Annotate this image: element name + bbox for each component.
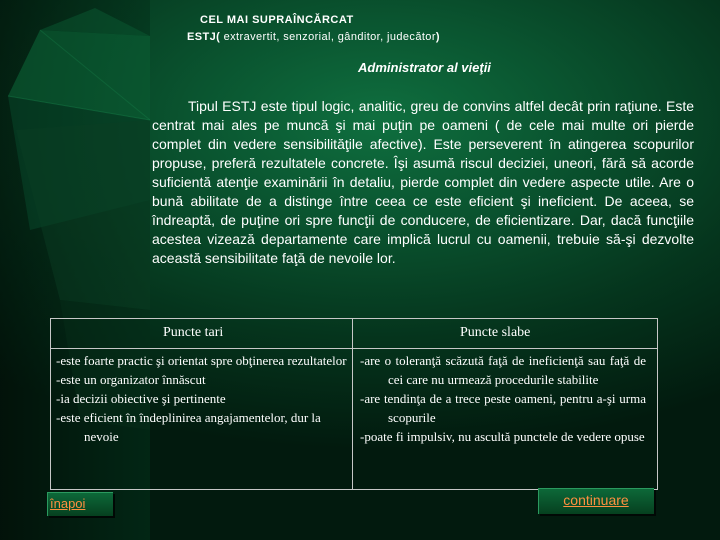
table-header-divider bbox=[51, 348, 657, 349]
back-button[interactable]: înapoi bbox=[47, 492, 113, 516]
strength-item: -este un organizator înnăscut bbox=[56, 372, 206, 387]
strengths-weaknesses-table bbox=[50, 318, 658, 490]
strength-item: -ia decizii obiective şi pertinente bbox=[56, 391, 226, 406]
weaknesses-list bbox=[360, 351, 646, 446]
subheading-traits: extravertit, senzorial, gânditor, judecător bbox=[220, 31, 436, 43]
strengths-header: Puncte tari bbox=[163, 325, 224, 340]
slide-heading: CEL MAI SUPRAÎNCĂRCAT bbox=[200, 14, 354, 26]
weakness-item: -poate fi impulsiv, nu ascultă punctele de vedere opuse bbox=[360, 429, 645, 444]
weakness-item: -are tendinţa de a trece peste oameni, pentru a-şi urma scopurile bbox=[360, 391, 646, 425]
subheading-close: ) bbox=[435, 31, 440, 43]
continue-button[interactable]: continuare bbox=[538, 488, 654, 514]
weakness-item: -are o toleranţă scăzută faţă de ineficienţă sau faţă de cei care nu urmează procedurile stabilite bbox=[360, 353, 646, 387]
slide-subheading bbox=[187, 31, 440, 43]
description-paragraph: Tipul ESTJ este tipul logic, analitic, greu de convins altfel decât prin raţiune. Este centrat mai ales pe muncă şi mai puţin pe oameni ( de cele mai multe ori pierde complet din vedere sensibilităţile afective). Este perseverent în atingerea scopurilor propuse, preferă rezultatele concrete. Îşi asumă riscul deciziei, uneori, fără să acorde suficientă atenţie examinării în detaliu, pierde complet din vedere aspecte utile. Are o bună abilitate de a distinge între ceea ce este eficient şi ineficient. De aceea, se îndreaptă, de puţine ori spre funcţii de conducere, de eficientizare. Dar, dacă funcţiile acestea vizează departamente care implică lucrul cu oamenii, trebuie să-şi dezvolte această sensibilitate faţă de nevoile lor. bbox=[152, 98, 694, 266]
strength-item: -este eficient în îndeplinirea angajamentelor, dur la nevoie bbox=[56, 410, 321, 444]
table-column-divider bbox=[352, 319, 353, 489]
strength-item: -este foarte practic şi orientat spre obţinerea rezultatelor bbox=[56, 353, 347, 368]
strengths-list bbox=[56, 351, 348, 446]
subheading-type: ESTJ( bbox=[187, 31, 221, 43]
page-title: Administrator al vieţii bbox=[358, 60, 491, 75]
weaknesses-header: Puncte slabe bbox=[460, 325, 531, 340]
